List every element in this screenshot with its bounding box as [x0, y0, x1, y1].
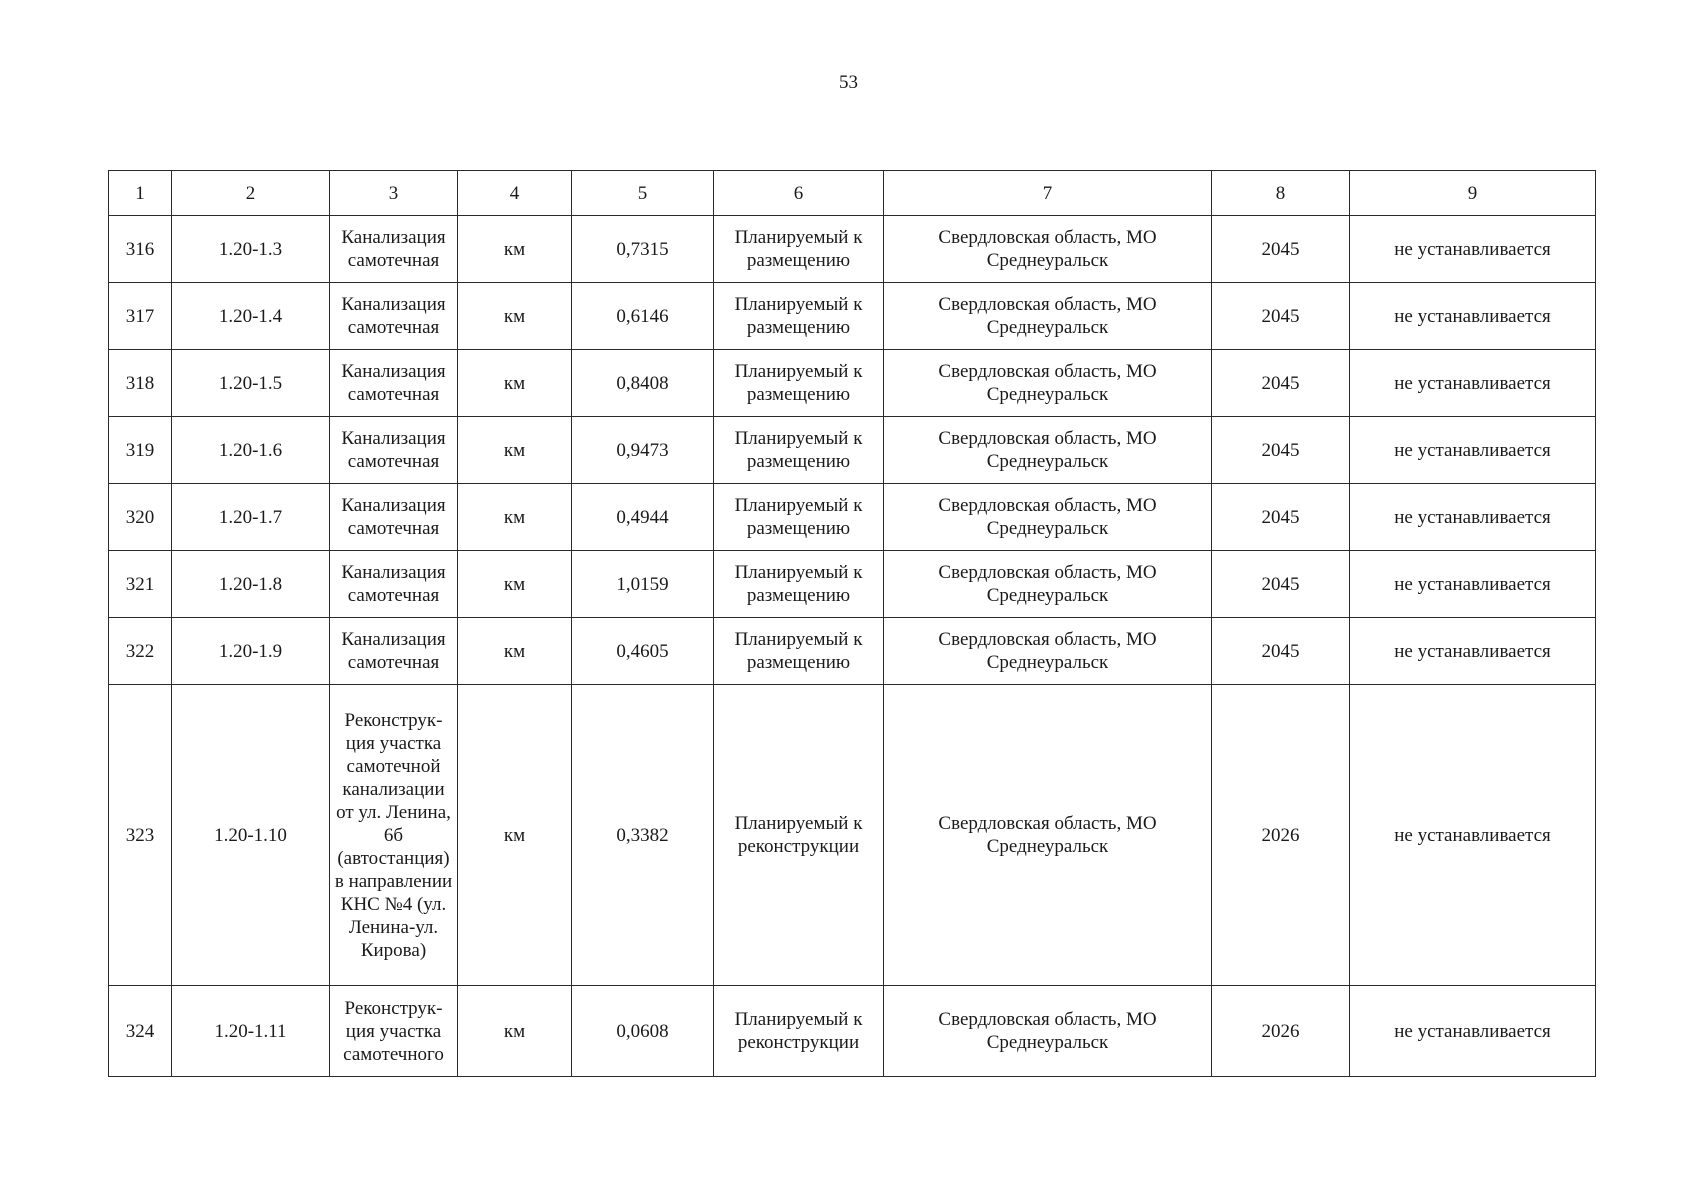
row-number-cell: 317: [109, 283, 172, 350]
status-cell: Планируемый к размещению: [714, 350, 884, 417]
row-number-cell: 323: [109, 685, 172, 986]
table-row: [109, 986, 1596, 1077]
object-name-cell: Реконструк-ция участка самотечной канализации от ул. Ленина, 6б (автостанция) в направлении КНС №4 (ул. Ленина-ул. Кирова): [330, 685, 458, 986]
row-number-cell: 316: [109, 216, 172, 283]
length-cell: 0,4605: [572, 618, 714, 685]
length-cell: 0,3382: [572, 685, 714, 986]
header-cell: 8: [1212, 171, 1350, 216]
object-name-cell: Реконструк-ция участка самотечного: [330, 986, 458, 1077]
year-cell: 2045: [1212, 484, 1350, 551]
table-row: [109, 283, 1596, 350]
row-number-cell: 322: [109, 618, 172, 685]
unit-cell: км: [458, 283, 572, 350]
location-cell: Свердловская область, МО Среднеуральск: [884, 484, 1212, 551]
status-cell: Планируемый к размещению: [714, 551, 884, 618]
year-cell: 2045: [1212, 350, 1350, 417]
header-cell: 3: [330, 171, 458, 216]
table-header-row: [109, 171, 1596, 216]
unit-cell: км: [458, 484, 572, 551]
status-cell: Планируемый к реконструкции: [714, 685, 884, 986]
data-table: [108, 170, 1596, 1077]
code-cell: 1.20-1.7: [172, 484, 330, 551]
year-cell: 2045: [1212, 618, 1350, 685]
zone-cell: не устанавливается: [1350, 350, 1596, 417]
location-cell: Свердловская область, МО Среднеуральск: [884, 551, 1212, 618]
code-cell: 1.20-1.11: [172, 986, 330, 1077]
row-number-cell: 318: [109, 350, 172, 417]
status-cell: Планируемый к размещению: [714, 216, 884, 283]
length-cell: 1,0159: [572, 551, 714, 618]
year-cell: 2045: [1212, 551, 1350, 618]
year-cell: 2026: [1212, 685, 1350, 986]
status-cell: Планируемый к размещению: [714, 417, 884, 484]
zone-cell: не устанавливается: [1350, 551, 1596, 618]
object-name-cell: Канализация самотечная: [330, 350, 458, 417]
header-cell: 5: [572, 171, 714, 216]
location-cell: Свердловская область, МО Среднеуральск: [884, 216, 1212, 283]
location-cell: Свердловская область, МО Среднеуральск: [884, 417, 1212, 484]
zone-cell: не устанавливается: [1350, 618, 1596, 685]
code-cell: 1.20-1.8: [172, 551, 330, 618]
code-cell: 1.20-1.10: [172, 685, 330, 986]
status-cell: Планируемый к размещению: [714, 618, 884, 685]
table-row: [109, 350, 1596, 417]
location-cell: Свердловская область, МО Среднеуральск: [884, 986, 1212, 1077]
unit-cell: км: [458, 685, 572, 986]
header-cell: 7: [884, 171, 1212, 216]
length-cell: 0,7315: [572, 216, 714, 283]
length-cell: 0,4944: [572, 484, 714, 551]
location-cell: Свердловская область, МО Среднеуральск: [884, 283, 1212, 350]
table-row: [109, 484, 1596, 551]
unit-cell: км: [458, 986, 572, 1077]
location-cell: Свердловская область, МО Среднеуральск: [884, 618, 1212, 685]
length-cell: 0,9473: [572, 417, 714, 484]
unit-cell: км: [458, 350, 572, 417]
year-cell: 2045: [1212, 283, 1350, 350]
object-name-cell: Канализация самотечная: [330, 618, 458, 685]
code-cell: 1.20-1.3: [172, 216, 330, 283]
unit-cell: км: [458, 216, 572, 283]
year-cell: 2045: [1212, 216, 1350, 283]
code-cell: 1.20-1.9: [172, 618, 330, 685]
object-name-cell: Канализация самотечная: [330, 484, 458, 551]
object-name-cell: Канализация самотечная: [330, 283, 458, 350]
header-cell: 4: [458, 171, 572, 216]
zone-cell: не устанавливается: [1350, 216, 1596, 283]
location-cell: Свердловская область, МО Среднеуральск: [884, 685, 1212, 986]
table-row: [109, 216, 1596, 283]
code-cell: 1.20-1.4: [172, 283, 330, 350]
length-cell: 0,0608: [572, 986, 714, 1077]
unit-cell: км: [458, 417, 572, 484]
object-name-cell: Канализация самотечная: [330, 417, 458, 484]
zone-cell: не устанавливается: [1350, 986, 1596, 1077]
table-row: [109, 417, 1596, 484]
code-cell: 1.20-1.5: [172, 350, 330, 417]
status-cell: Планируемый к размещению: [714, 283, 884, 350]
object-name-cell: Канализация самотечная: [330, 216, 458, 283]
row-number-cell: 324: [109, 986, 172, 1077]
length-cell: 0,6146: [572, 283, 714, 350]
header-cell: 1: [109, 171, 172, 216]
header-cell: 9: [1350, 171, 1596, 216]
row-number-cell: 319: [109, 417, 172, 484]
object-name-cell: Канализация самотечная: [330, 551, 458, 618]
unit-cell: км: [458, 618, 572, 685]
zone-cell: не устанавливается: [1350, 685, 1596, 986]
zone-cell: не устанавливается: [1350, 283, 1596, 350]
zone-cell: не устанавливается: [1350, 484, 1596, 551]
status-cell: Планируемый к реконструкции: [714, 986, 884, 1077]
year-cell: 2026: [1212, 986, 1350, 1077]
zone-cell: не устанавливается: [1350, 417, 1596, 484]
header-cell: 2: [172, 171, 330, 216]
year-cell: 2045: [1212, 417, 1350, 484]
page-number: 53: [839, 72, 858, 93]
header-cell: 6: [714, 171, 884, 216]
table-row: [109, 618, 1596, 685]
row-number-cell: 321: [109, 551, 172, 618]
table-row: [109, 551, 1596, 618]
unit-cell: км: [458, 551, 572, 618]
table-row: [109, 685, 1596, 986]
length-cell: 0,8408: [572, 350, 714, 417]
location-cell: Свердловская область, МО Среднеуральск: [884, 350, 1212, 417]
status-cell: Планируемый к размещению: [714, 484, 884, 551]
row-number-cell: 320: [109, 484, 172, 551]
code-cell: 1.20-1.6: [172, 417, 330, 484]
